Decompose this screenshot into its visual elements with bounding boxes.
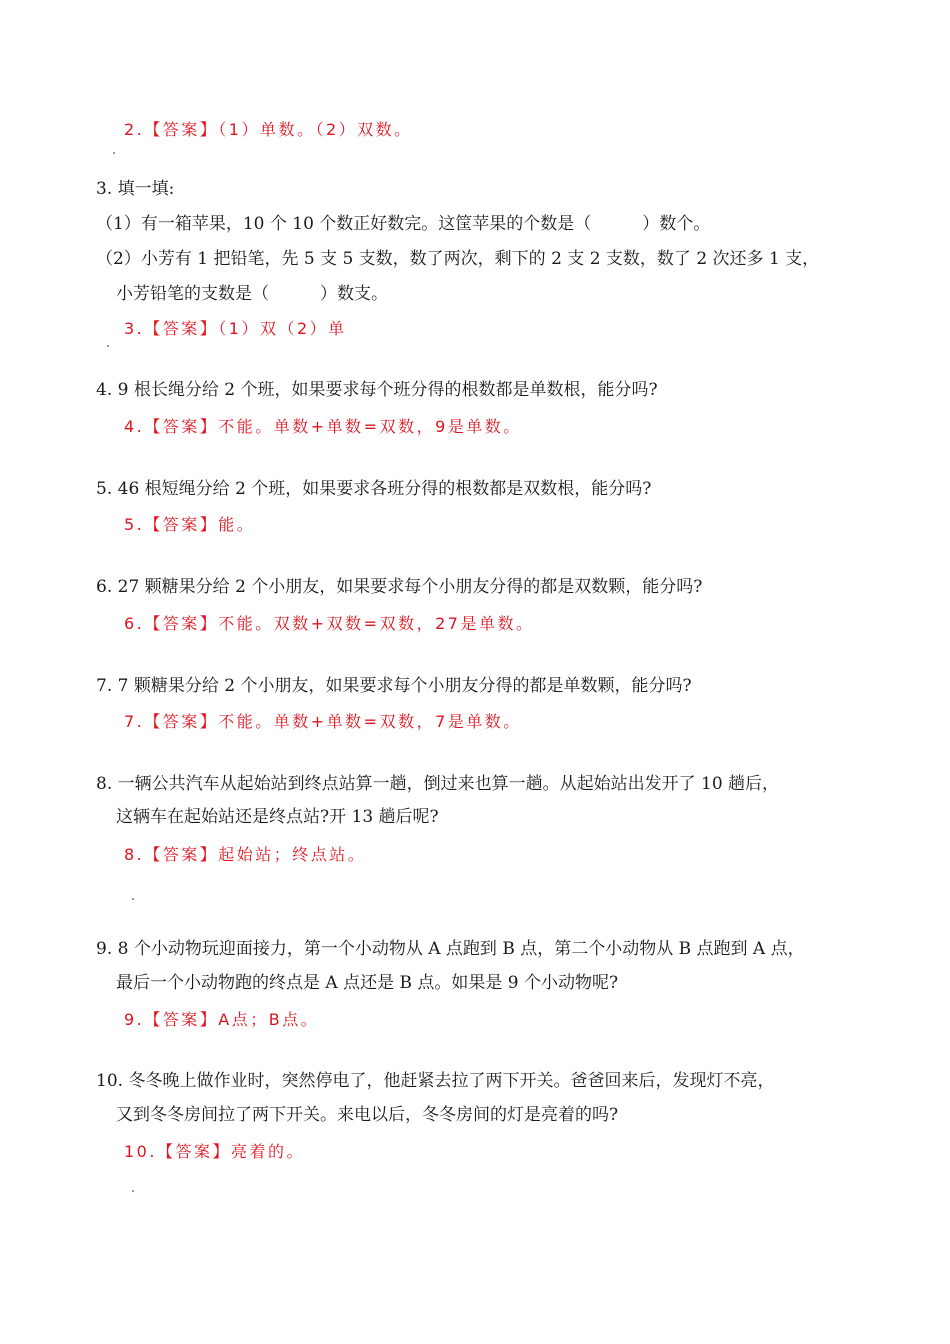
- paragraph-mark: [107, 345, 109, 347]
- answer-2: 2.【答案】（1）单数。（2）双数。: [124, 120, 413, 139]
- answer-3: 3.【答案】（1）双（2）单: [124, 319, 347, 338]
- answer-4: 4.【答案】不能。单数+单数=双数，9是单数。: [124, 417, 522, 436]
- question-10: 10. 冬冬晚上做作业时，突然停电了，他赶紧去拉了两下开关。爸爸回来后，发现灯不亮，: [96, 1071, 775, 1091]
- answer-10: 10.【答案】亮着的。: [124, 1142, 305, 1161]
- answer-6: 6.【答案】不能。双数+双数=双数，27是单数。: [124, 614, 535, 633]
- question-10-cont: 又到冬冬房间拉了两下开关。来电以后，冬冬房间的灯是亮着的吗?: [116, 1105, 619, 1125]
- paragraph-mark: [132, 1190, 134, 1192]
- paragraph-mark: [113, 152, 115, 154]
- question-3-part-2-cont: 小芳铅笔的支数是（ ）数支。: [116, 284, 388, 304]
- question-8: 8. 一辆公共汽车从起始站到终点站算一趟，倒过来也算一趟。从起始站出发开了 10 趟后，: [96, 774, 780, 794]
- answer-7: 7.【答案】不能。单数+单数=双数，7是单数。: [124, 712, 522, 731]
- question-7: 7. 7 颗糖果分给 2 个小朋友，如果要求每个小朋友分得的都是单数颗，能分吗?: [96, 676, 692, 696]
- question-8-cont: 这辆车在起始站还是终点站?开 13 趟后呢?: [116, 807, 439, 827]
- answer-8: 8.【答案】起始站；终点站。: [124, 845, 367, 864]
- answer-5: 5.【答案】能。: [124, 515, 256, 534]
- question-4: 4. 9 根长绳分给 2 个班，如果要求每个班分得的根数都是单数根，能分吗?: [96, 380, 658, 400]
- question-9: 9. 8 个小动物玩迎面接力，第一个小动物从 A 点跑到 B 点，第二个小动物从 B 点跑到 A 点，: [96, 939, 805, 959]
- answer-9: 9.【答案】A点；B点。: [124, 1010, 320, 1029]
- paragraph-mark: [132, 898, 134, 900]
- question-6: 6. 27 颗糖果分给 2 个小朋友，如果要求每个小朋友分得的都是双数颗，能分吗?: [96, 577, 703, 597]
- question-3: 3. 填一填:: [96, 179, 175, 199]
- question-3-part-1: （1）有一箱苹果，10 个 10 个数正好数完。这筐苹果的个数是（ ）数个。: [96, 214, 711, 234]
- question-3-part-2: （2）小芳有 1 把铅笔，先 5 支 5 支数，数了两次，剩下的 2 支 2 支数，数了 2 次还多 1 支，: [96, 249, 820, 269]
- question-9-cont: 最后一个小动物跑的终点是 A 点还是 B 点。如果是 9 个小动物呢?: [116, 973, 619, 993]
- question-5: 5. 46 根短绳分给 2 个班，如果要求各班分得的根数都是双数根，能分吗?: [96, 479, 652, 499]
